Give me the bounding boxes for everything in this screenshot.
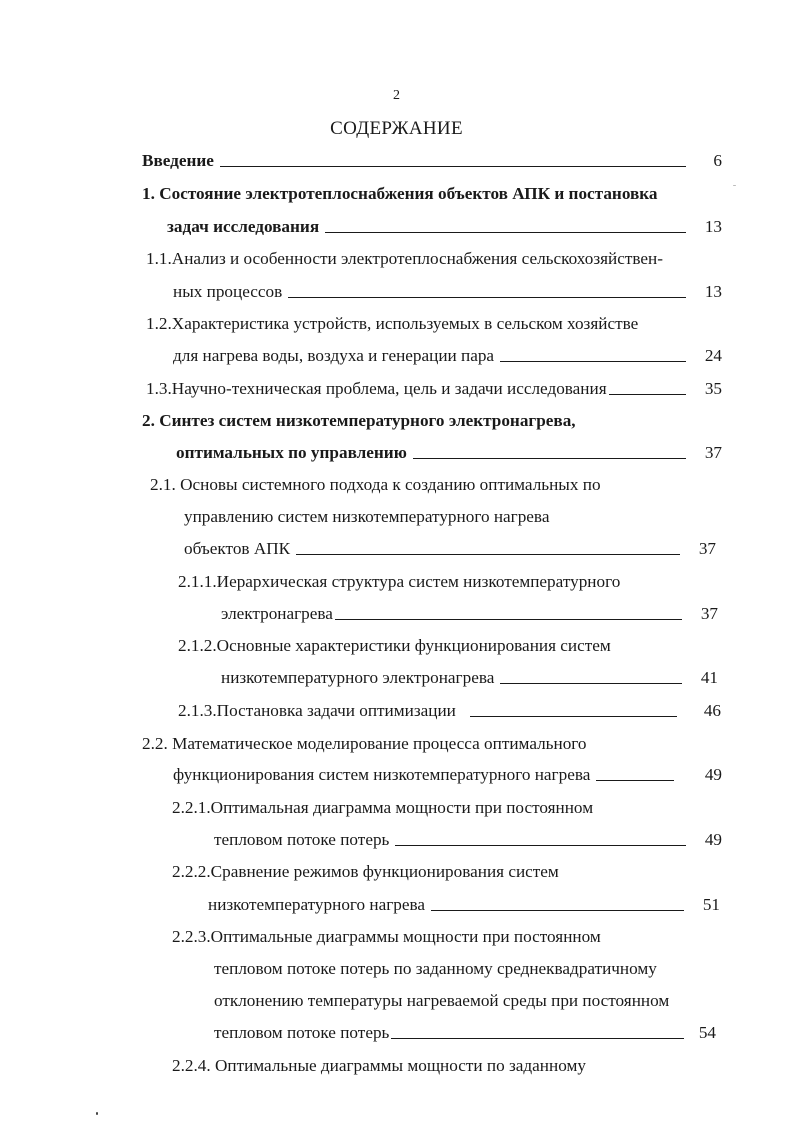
toc-entry-1-3 (146, 378, 722, 400)
toc-entry-1-1 (173, 281, 722, 303)
leader-line (500, 361, 686, 362)
toc-entry-2-2-1-line1: 2.2.1.Оптимальная диаграмма мощности при постоянном (172, 798, 594, 817)
toc-entry-1 (167, 216, 722, 238)
toc-entry-2-1-1 (221, 603, 718, 625)
toc-entry-text: 1.3.Научно-техническая проблема, цель и задачи исследования (146, 379, 607, 398)
toc-entry-1-2 (173, 345, 722, 367)
toc-entry-text: задач исследования (167, 217, 320, 236)
leader-line (413, 458, 686, 459)
toc-page-number: 24 (704, 346, 722, 365)
toc-page-number: 13 (704, 282, 722, 301)
toc-entry-text: ных процессов (173, 282, 283, 301)
toc-entry-2-2 (173, 764, 722, 786)
toc-entry-2 (176, 442, 722, 464)
toc-entry-text: для нагрева воды, воздуха и генерации пара (173, 346, 495, 365)
leader-line (335, 619, 682, 620)
toc-entry-2-1-2 (221, 667, 718, 689)
toc-entry-2-1-line1: 2.1. Основы системного подхода к созданию оптимальных по (150, 475, 601, 494)
toc-page-number: 54 (698, 1023, 716, 1042)
toc-entry-2-1-2-line1: 2.1.2.Основные характеристики функционирования систем (178, 636, 611, 655)
toc-page-number: 13 (704, 217, 722, 236)
toc-entry-text: низкотемпературного электронагрева (221, 668, 495, 687)
leader-line (288, 297, 686, 298)
leader-line (391, 1038, 684, 1039)
leader-line (500, 683, 682, 684)
toc-entry-2-1 (184, 538, 716, 560)
toc-entry-1-line1: 1. Состояние электротеплоснабжения объектов АПК и постановка (142, 184, 658, 203)
toc-page-number: 37 (700, 604, 718, 623)
toc-title: СОДЕРЖАНИЕ (330, 118, 463, 139)
scan-speck (733, 185, 736, 186)
toc-page-number: 35 (704, 379, 722, 398)
toc-page-number: 41 (700, 668, 718, 687)
toc-entry-text: тепловом потоке потерь (214, 1023, 390, 1042)
toc-entry-text: электронагрева (221, 604, 333, 623)
leader-line (470, 716, 677, 717)
toc-page-number: 6 (713, 151, 722, 170)
leader-line (395, 845, 686, 846)
toc-entry-text: низкотемпературного нагрева (208, 895, 426, 914)
toc-entry-text: оптимальных по управлению (176, 443, 407, 462)
leader-line (220, 166, 686, 167)
toc-page-number: 49 (704, 830, 722, 849)
toc-entry-2-2-3 (214, 1022, 716, 1044)
leader-line (296, 554, 680, 555)
toc-entry-2-1-1-line1: 2.1.1.Иерархическая структура систем низкотемпературного (178, 572, 621, 591)
toc-entry-2-2-line1: 2.2. Математическое моделирование процесса оптимального (142, 734, 587, 753)
toc-entry-text: объектов АПК (184, 539, 291, 558)
toc-entry-1-1-line1: 1.1.Анализ и особенности электротеплоснабжения сельскохозяйствен- (146, 249, 663, 268)
toc-entry-2-1-3 (178, 700, 721, 722)
toc-entry-2-2-2 (208, 894, 720, 916)
toc-entry-2-2-3-line2: тепловом потоке потерь по заданному среднеквадратичному (214, 959, 657, 978)
toc-entry-text: Введение (142, 151, 214, 170)
toc-entry-text: функционирования систем низкотемпературного нагрева (173, 765, 591, 784)
toc-entry-2-2-4-line1: 2.2.4. Оптимальные диаграммы мощности по заданному (172, 1056, 586, 1075)
scan-speck (96, 1112, 98, 1115)
toc-entry-2-2-2-line1: 2.2.2.Сравнение режимов функционирования систем (172, 862, 559, 881)
toc-page-number: 49 (704, 765, 722, 784)
page-number: 2 (393, 88, 400, 103)
toc-entry-2-2-1 (214, 829, 722, 851)
toc-entry-2-2-3-line3: отклонению температуры нагреваемой среды при постоянном (214, 991, 670, 1010)
leader-line (609, 394, 686, 395)
toc-page-number: 37 (698, 539, 716, 558)
toc-entry-2-line1: 2. Синтез систем низкотемпературного электронагрева, (142, 411, 576, 430)
toc-entry-2-1-line2: управлению систем низкотемпературного нагрева (184, 507, 550, 526)
leader-line (596, 780, 674, 781)
toc-entry-text: тепловом потоке потерь (214, 830, 390, 849)
toc-page-number: 51 (702, 895, 720, 914)
leader-line (325, 232, 686, 233)
toc-entry-2-2-3-line1: 2.2.3.Оптимальные диаграммы мощности при постоянном (172, 927, 601, 946)
toc-entry-text: 2.1.3.Постановка задачи оптимизации (178, 701, 456, 720)
toc-entry-1-2-line1: 1.2.Характеристика устройств, используемых в сельском хозяйстве (146, 314, 639, 333)
toc-entry-intro (142, 150, 722, 172)
toc-page-number: 37 (704, 443, 722, 462)
toc-page-number: 46 (703, 701, 721, 720)
leader-line (431, 910, 684, 911)
